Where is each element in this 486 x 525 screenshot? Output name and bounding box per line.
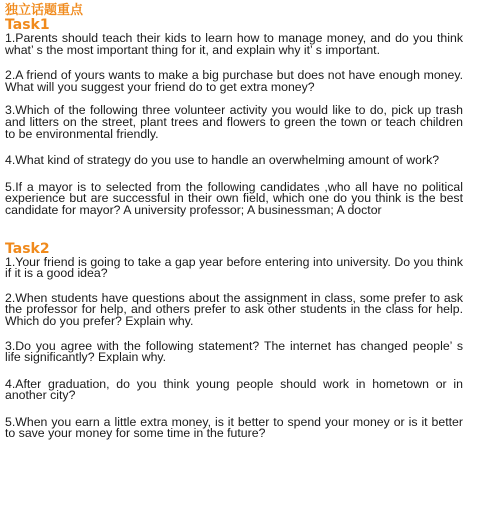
task2-heading: Task2 xyxy=(5,240,50,257)
task1-heading: Task1 xyxy=(5,17,50,33)
task1-section xyxy=(5,18,463,217)
document-page xyxy=(5,3,463,440)
task2-question-5: 5.When you earn a little extra money, is it better to spend your money or is it better to save your money for some time in the future? xyxy=(5,414,463,441)
task1-question-4: 4.What kind of strategy do you use to handle an overwhelming amount of work? xyxy=(5,153,440,168)
task1-question-3: 3.Which of the following three volunteer activity you would like to do, pick up trash and litters on the street, plant trees and flowers to green the town or teach children to be environmental friendly. xyxy=(5,103,463,141)
document-title: 独立话题重点 xyxy=(5,3,84,18)
task1-question-1: 1.Parents should teach their kids to learn how to manage money, and do you think what’ s the most important thing for it, and explain why it’ s important. xyxy=(5,31,463,57)
task1-question-2: 2.A friend of yours wants to make a big purchase but does not have enough money. What will you suggest your friend do to get extra money? xyxy=(5,68,463,94)
task2-section xyxy=(5,242,463,441)
task2-question-2: 2.When students have questions about the assignment in class, some prefer to ask the professor for help, and others prefer to ask other students in the class for help. Which do you prefer? Explain why. xyxy=(5,290,463,328)
task2-question-3: 3.Do you agree with the following statement? The internet has changed people’ s life significantly? Explain why. xyxy=(5,338,463,365)
task2-question-1: 1.Your friend is going to take a gap year before entering into university. Do you think if it is a good idea? xyxy=(5,254,463,281)
task1-question-5: 5.If a mayor is to selected from the following candidates ,who all have no political experience but are successful in their own field, which one do you think is the best candidate for mayor? A university professor; A businessman; A doctor xyxy=(5,179,463,217)
task2-question-4: 4.After graduation, do you think young people should work in hometown or in another city? xyxy=(5,376,463,403)
